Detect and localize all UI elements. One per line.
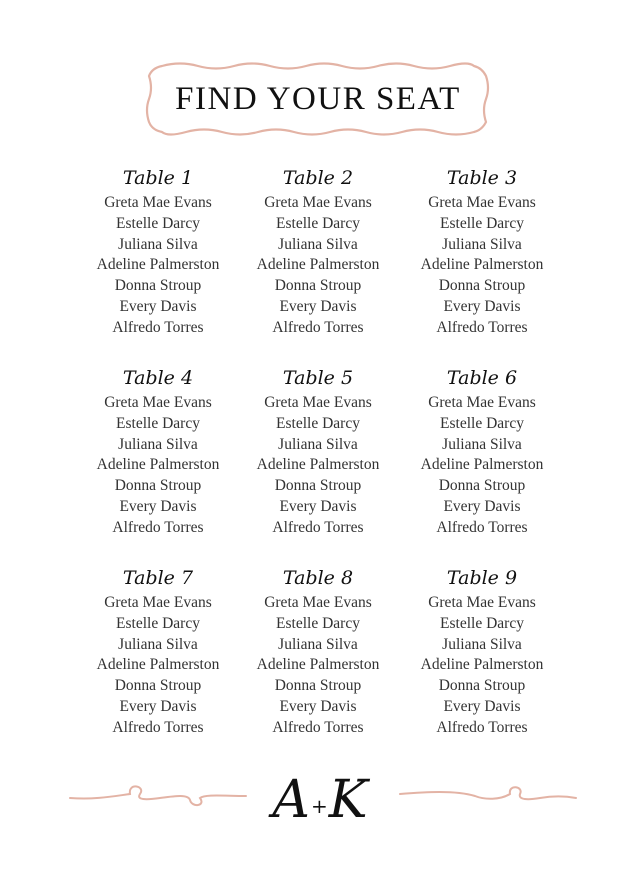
guest-name: Greta Mae Evans	[428, 194, 536, 211]
guest-name: Every Davis	[443, 697, 521, 715]
guest-name: Alfredo Torres	[112, 718, 204, 736]
guest-name: Adeline Palmerston	[420, 256, 544, 274]
guest-name: Adeline Palmerston	[256, 456, 380, 474]
table-block	[392, 163, 572, 339]
guest-name: Estelle Darcy	[440, 414, 524, 432]
table-heading: Table 1	[122, 167, 194, 189]
guest-name: Alfredo Torres	[436, 518, 528, 536]
guest-name: Juliana Silva	[442, 435, 522, 453]
guest-list	[228, 593, 408, 739]
guest-name: Donna Stroup	[274, 277, 362, 295]
guest-name: Juliana Silva	[118, 235, 198, 253]
table-block	[228, 563, 408, 739]
guest-list	[68, 193, 248, 339]
guest-name: Juliana Silva	[442, 235, 522, 253]
guest-list	[68, 593, 248, 739]
guest-name: Greta Mae Evans	[264, 594, 372, 611]
guest-name: Juliana Silva	[278, 635, 358, 653]
guest-name: Alfredo Torres	[112, 518, 204, 536]
guest-name: Every Davis	[443, 297, 521, 315]
guest-name: Every Davis	[119, 497, 197, 515]
table-block	[228, 363, 408, 539]
guest-list	[68, 393, 248, 539]
guest-name: Juliana Silva	[278, 435, 358, 453]
guest-name: Estelle Darcy	[116, 414, 200, 432]
guest-name: Estelle Darcy	[276, 614, 360, 632]
guest-name: Donna Stroup	[438, 677, 526, 695]
guest-name: Alfredo Torres	[436, 718, 528, 736]
table-heading: Table 2	[282, 167, 354, 189]
guest-name: Estelle Darcy	[116, 614, 200, 632]
guest-list	[228, 393, 408, 539]
guest-name: Juliana Silva	[278, 235, 358, 253]
guest-name: Every Davis	[443, 497, 521, 515]
monogram-plus: +	[310, 794, 328, 818]
guest-name: Estelle Darcy	[440, 214, 524, 232]
guest-name: Greta Mae Evans	[104, 394, 212, 411]
guest-name: Alfredo Torres	[272, 718, 364, 736]
table-heading: Table 8	[282, 567, 354, 589]
table-block	[68, 363, 248, 539]
guest-name: Donna Stroup	[114, 477, 202, 495]
guest-name: Donna Stroup	[274, 677, 362, 695]
table-block	[228, 163, 408, 339]
guest-name: Alfredo Torres	[272, 518, 364, 536]
guest-name: Greta Mae Evans	[428, 394, 536, 411]
guest-name: Estelle Darcy	[440, 614, 524, 632]
guest-name: Greta Mae Evans	[104, 194, 212, 211]
table-block	[68, 163, 248, 339]
table-block	[68, 563, 248, 739]
guest-name: Alfredo Torres	[436, 318, 528, 336]
guest-name: Every Davis	[279, 297, 357, 315]
guest-name: Adeline Palmerston	[96, 456, 220, 474]
guest-name: Every Davis	[119, 697, 197, 715]
table-heading: Table 6	[446, 367, 518, 389]
guest-name: Estelle Darcy	[116, 214, 200, 232]
guest-name: Adeline Palmerston	[96, 656, 220, 674]
table-heading: Table 4	[122, 367, 194, 389]
guest-list	[392, 593, 572, 739]
guest-name: Greta Mae Evans	[104, 594, 212, 611]
table-block	[392, 363, 572, 539]
guest-name: Adeline Palmerston	[256, 656, 380, 674]
guest-list	[228, 193, 408, 339]
table-heading: Table 7	[122, 567, 194, 589]
guest-name: Adeline Palmerston	[420, 456, 544, 474]
guest-name: Juliana Silva	[118, 635, 198, 653]
guest-name: Donna Stroup	[274, 477, 362, 495]
guest-name: Adeline Palmerston	[420, 656, 544, 674]
guest-name: Estelle Darcy	[276, 414, 360, 432]
guest-name: Greta Mae Evans	[428, 594, 536, 611]
table-heading: Table 3	[446, 167, 518, 189]
guest-name: Juliana Silva	[442, 635, 522, 653]
couple-monogram	[250, 760, 390, 840]
guest-name: Donna Stroup	[114, 277, 202, 295]
guest-name: Donna Stroup	[438, 277, 526, 295]
guest-name: Every Davis	[279, 497, 357, 515]
guest-list	[392, 393, 572, 539]
guest-name: Every Davis	[119, 297, 197, 315]
guest-name: Every Davis	[279, 697, 357, 715]
guest-name: Estelle Darcy	[276, 214, 360, 232]
monogram-left-initial: A	[272, 770, 310, 830]
guest-name: Greta Mae Evans	[264, 394, 372, 411]
guest-name: Donna Stroup	[114, 677, 202, 695]
table-block	[392, 563, 572, 739]
title-frame	[140, 58, 496, 140]
guest-name: Juliana Silva	[118, 435, 198, 453]
footer	[0, 760, 640, 840]
guest-list	[392, 193, 572, 339]
monogram-right-initial: K	[328, 770, 368, 830]
table-heading: Table 9	[446, 567, 518, 589]
guest-name: Alfredo Torres	[112, 318, 204, 336]
table-heading: Table 5	[282, 367, 354, 389]
guest-name: Adeline Palmerston	[96, 256, 220, 274]
guest-name: Adeline Palmerston	[256, 256, 380, 274]
page-title: FIND YOUR SEAT	[175, 80, 461, 117]
guest-name: Alfredo Torres	[272, 318, 364, 336]
guest-name: Greta Mae Evans	[264, 194, 372, 211]
guest-name: Donna Stroup	[438, 477, 526, 495]
